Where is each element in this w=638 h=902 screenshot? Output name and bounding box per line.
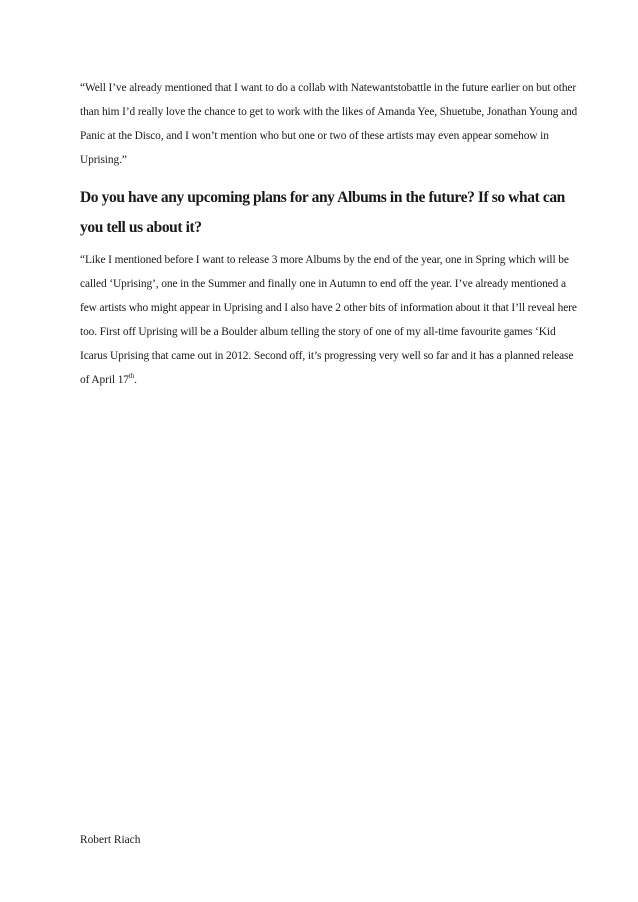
question-heading-albums: Do you have any upcoming plans for any Albums in the future? If so what can you tell us about it?	[80, 189, 565, 236]
footer-author: Robert Riach	[80, 834, 141, 846]
answer-paragraph-collabs: “Well I’ve already mentioned that I want to do a collab with Natewantstobattle in the future earlier on but other than him I’d really love the chance to get to work with the likes of Amanda Yee, Shuetube, Jonathan Young and Panic at the Disco, and I won’t mention who but one or two of these artists may even appear somehow in Uprising.”	[80, 82, 578, 166]
document-page	[80, 0, 580, 902]
answer-paragraph-albums-end: .	[134, 374, 137, 386]
answer-paragraph-albums-text: “Like I mentioned before I want to release 3 more Albums by the end of the year, one in Spring which will be called ‘Uprising’, one in the Summer and finally one in Autumn to end off the year. I’ve already mentioned a few artists who might appear in Uprising and I also have 2 other bits of information about it that I’ll reveal here too. First off Uprising will be a Boulder album telling the story of one of my all-time favourite games ‘Kid Icarus Uprising that came out in 2012. Second off, it’s progressing very well so far and it has a planned release of April 17	[80, 254, 577, 386]
answer-paragraph-albums	[80, 248, 580, 392]
ordinal-superscript: th	[128, 372, 135, 381]
